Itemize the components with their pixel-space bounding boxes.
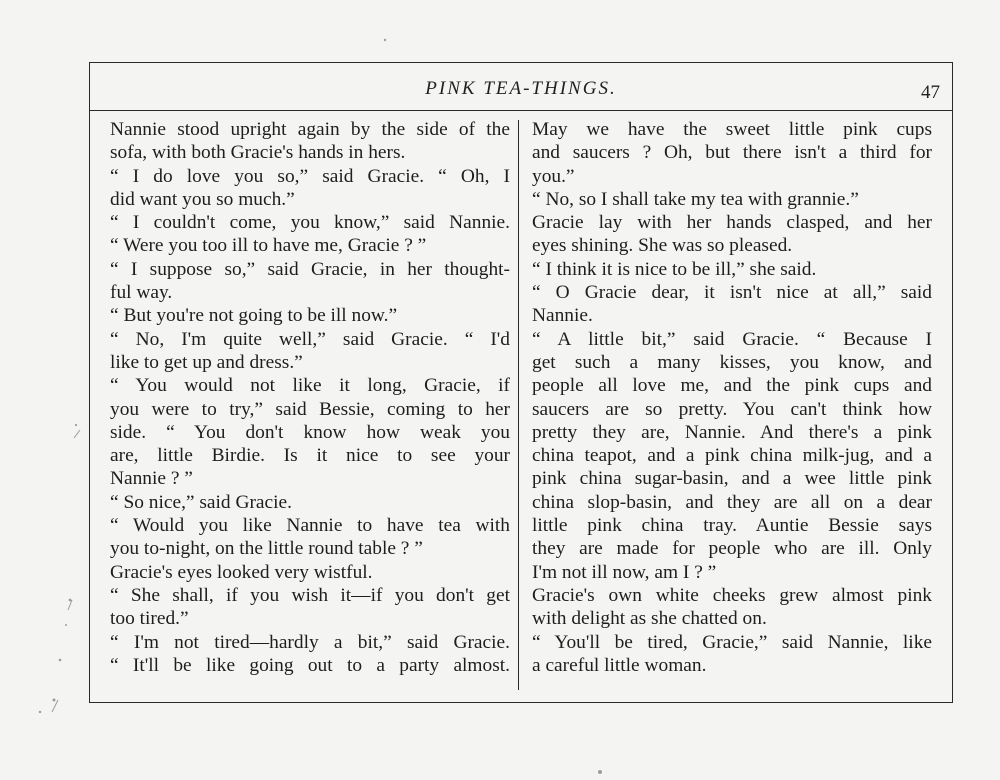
text-line: “ It'll be like going out to a party almost.: [110, 654, 510, 676]
text-line: “ I suppose so,” said Gracie, in her thought-: [110, 258, 510, 280]
text-line: “ So nice,” said Gracie.: [110, 491, 292, 513]
text-line: did want you so much.”: [110, 188, 295, 210]
text-line: Gracie lay with her hands clasped, and her: [532, 212, 932, 234]
text-line: “ You would not like it long, Gracie, if: [110, 375, 510, 397]
text-line: like to get up and dress.”: [110, 351, 303, 373]
text-line: pink china sugar-basin, and a wee little pink: [532, 468, 932, 490]
text-line: get such a many kisses, you know, and: [532, 351, 932, 373]
text-line: “ I'm not tired—hardly a bit,” said Gracie.: [110, 631, 510, 653]
text-line: “ I do love you so,” said Gracie. “ Oh, I: [110, 165, 510, 187]
text-line: you were to try,” said Bessie, coming to her: [110, 398, 510, 420]
page-number: 47: [921, 82, 940, 103]
text-line: they are made for people who are ill. Only: [532, 538, 932, 560]
text-line: you to-night, on the little round table ? ”: [110, 538, 423, 560]
text-line: “ I couldn't come, you know,” said Nannie.: [110, 212, 510, 234]
column-divider: [518, 120, 519, 690]
text-line: are, little Birdie. Is it nice to see your: [110, 445, 510, 467]
text-line: “ I think it is nice to be ill,” she said.: [532, 258, 817, 280]
text-line: side. “ You don't know how weak you: [110, 421, 510, 443]
text-line: Gracie's eyes looked very wistful.: [110, 561, 373, 583]
text-line: a careful little woman.: [532, 654, 707, 676]
text-line: saucers are so pretty. You can't think how: [532, 398, 932, 420]
text-line: “ She shall, if you wish it—if you don't get: [110, 584, 510, 606]
header-rule: [89, 110, 953, 111]
text-line: china teapot, and a pink china milk-jug, and a: [532, 445, 932, 467]
text-line: May we have the sweet little pink cups: [532, 119, 932, 140]
text-line: Gracie's own white cheeks grew almost pink: [532, 584, 932, 606]
running-head: PINK TEA-THINGS.: [425, 78, 617, 99]
text-line: “ Would you like Nannie to have tea with: [110, 515, 510, 537]
text-line: eyes shining. She was so pleased.: [532, 235, 793, 257]
text-line: people all love me, and the pink cups and: [532, 375, 932, 397]
text-line: “ A little bit,” said Gracie. “ Because I: [532, 328, 932, 350]
text-line: pretty they are, Nannie. And there's a pink: [532, 421, 932, 443]
text-line: ful way.: [110, 282, 173, 304]
text-line: “ But you're not going to be ill now.”: [110, 305, 398, 327]
text-line: and saucers ? Oh, but there isn't a third for: [532, 142, 932, 164]
text-line: I'm not ill now, am I ? ”: [532, 561, 717, 583]
text-line: “ You'll be tired, Gracie,” said Nannie, like: [532, 631, 932, 653]
text-line: “ No, I'm quite well,” said Gracie. “ I'd: [110, 328, 510, 350]
text-line: “ No, so I shall take my tea with grannie.”: [532, 188, 859, 210]
text-line: Nannie ? ”: [110, 468, 193, 490]
text-line: little pink china tray. Auntie Bessie says: [532, 515, 932, 537]
text-line: Nannie stood upright again by the side of the: [110, 119, 510, 140]
text-line: Nannie.: [532, 305, 593, 327]
text-line: china slop-basin, and they are all on a dear: [532, 491, 932, 513]
text-line: too tired.”: [110, 608, 189, 630]
text-line: sofa, with both Gracie's hands in hers.: [110, 142, 406, 164]
text-line: “ O Gracie dear, it isn't nice at all,” said: [532, 282, 932, 304]
text-line: with delight as she chatted on.: [532, 608, 767, 630]
text-line: you.”: [532, 165, 575, 187]
left-column: [110, 118, 510, 677]
text-line: “ Were you too ill to have me, Gracie ? ”: [110, 235, 427, 257]
right-column: [532, 118, 932, 677]
